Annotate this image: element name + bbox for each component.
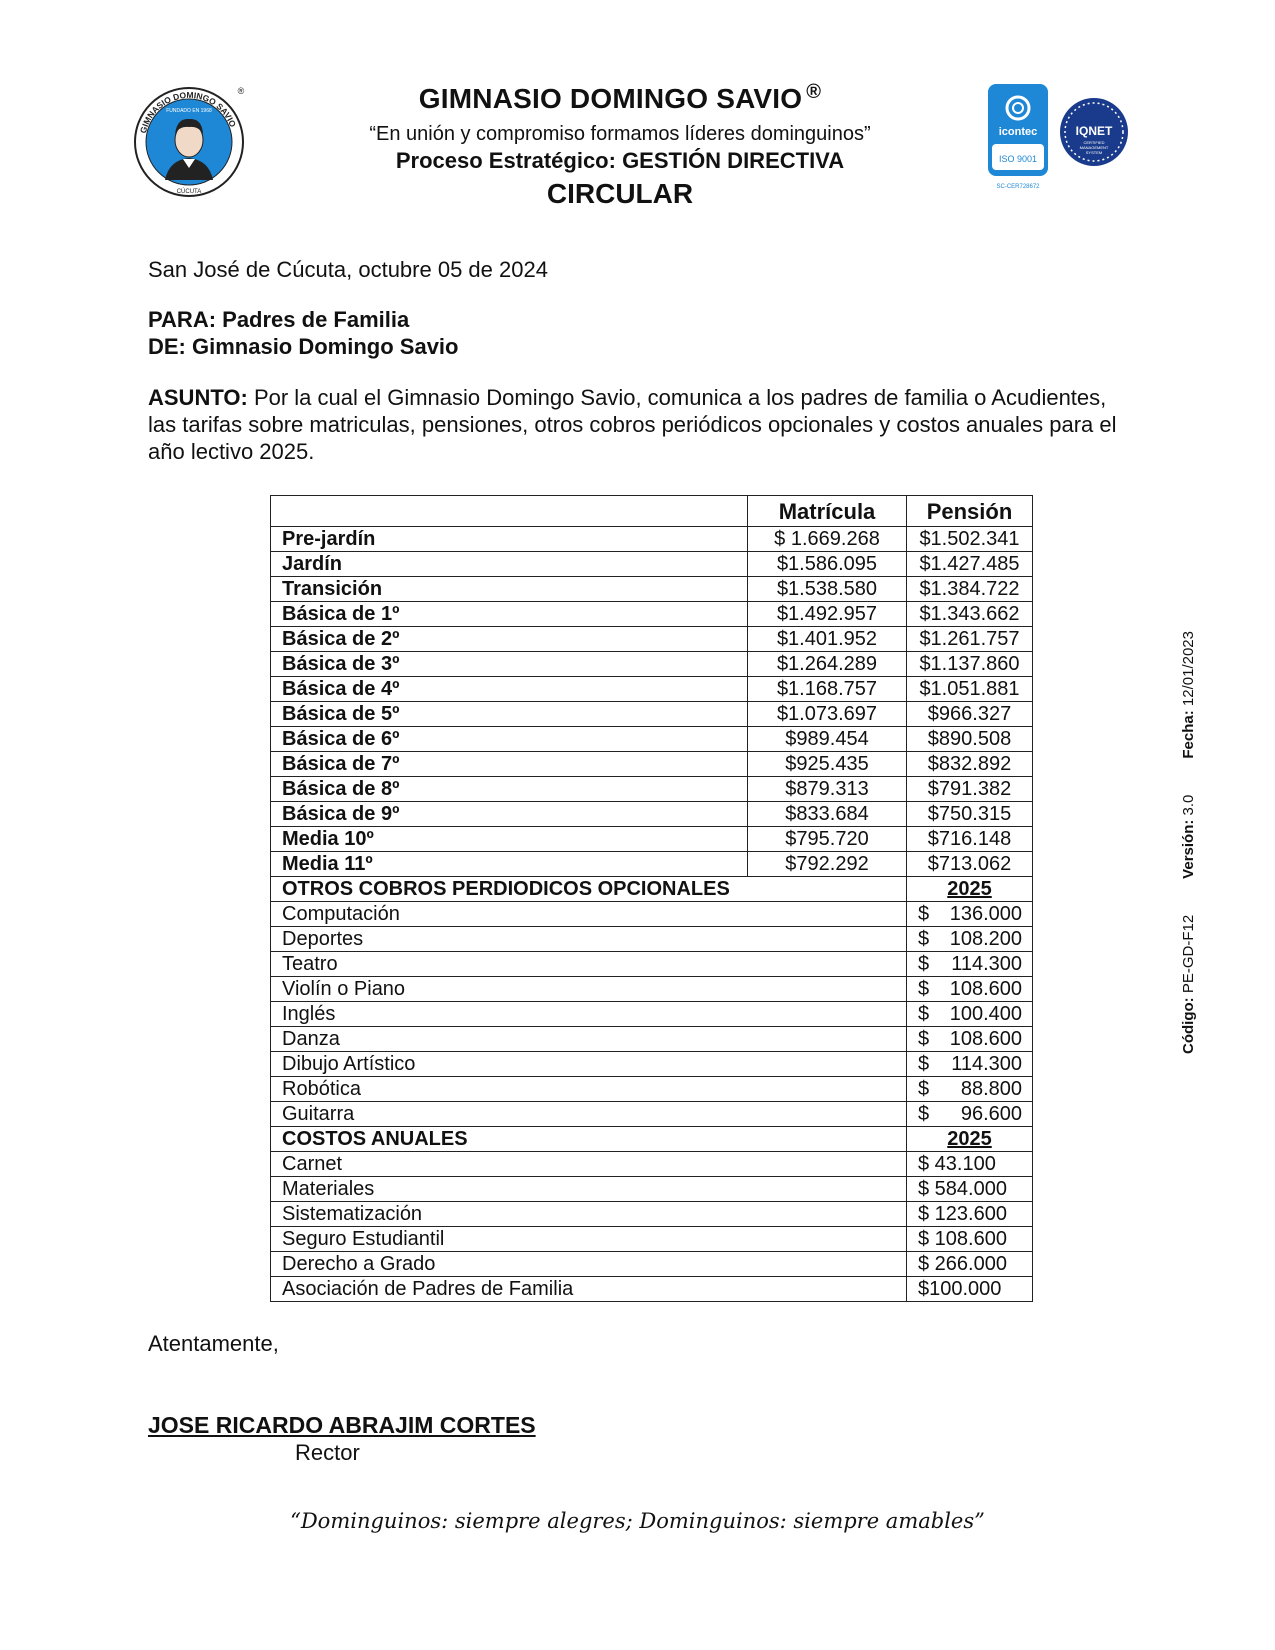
process-title: Proceso Estratégico: GESTIÓN DIRECTIVA bbox=[395, 148, 845, 173]
price-amount: 96.600 bbox=[960, 1102, 1022, 1125]
price-amount: 108.600 bbox=[949, 977, 1022, 1000]
school-motto: “En unión y compromiso formamos líderes dominguinos” bbox=[369, 123, 871, 145]
annual-item-name: Materiales bbox=[271, 1177, 907, 1202]
currency-symbol: $ bbox=[918, 1052, 930, 1075]
pension-value: $750.315 bbox=[907, 802, 1033, 827]
closing-text: Atentamente, bbox=[148, 1331, 279, 1356]
pension-value: $966.327 bbox=[907, 702, 1033, 727]
matricula-value: $879.313 bbox=[748, 777, 907, 802]
annual-section-year: 2025 bbox=[907, 1127, 1033, 1152]
optional-section-header bbox=[271, 877, 1033, 902]
header-empty-cell bbox=[271, 496, 748, 527]
optional-item-price bbox=[907, 1077, 1033, 1102]
price-amount: 88.800 bbox=[960, 1077, 1022, 1100]
table-row bbox=[271, 952, 1033, 977]
grade-level: Básica de 6º bbox=[271, 727, 748, 752]
price-amount: 100.400 bbox=[949, 1002, 1022, 1025]
grade-level: Básica de 9º bbox=[271, 802, 748, 827]
optional-item-price bbox=[907, 1027, 1033, 1052]
optional-item-name: Inglés bbox=[271, 1002, 907, 1027]
matricula-value: $792.292 bbox=[748, 852, 907, 877]
optional-item-name: Guitarra bbox=[271, 1102, 907, 1127]
pension-value: $1.137.860 bbox=[907, 652, 1033, 677]
svg-text:IQNET: IQNET bbox=[1075, 124, 1113, 138]
pension-value: $890.508 bbox=[907, 727, 1033, 752]
matricula-value: $ 1.669.268 bbox=[748, 527, 907, 552]
table-row bbox=[271, 727, 1033, 752]
currency-symbol: $ bbox=[918, 977, 930, 1000]
optional-section-title: OTROS COBROS PERDIODICOS OPCIONALES bbox=[271, 877, 907, 902]
table-row bbox=[271, 777, 1033, 802]
pension-value: $1.261.757 bbox=[907, 627, 1033, 652]
matricula-value: $989.454 bbox=[748, 727, 907, 752]
code-value: PE-GD-F12 bbox=[1180, 914, 1197, 998]
grade-level: Media 11º bbox=[271, 852, 748, 877]
optional-item-price bbox=[907, 927, 1033, 952]
optional-item-price bbox=[907, 902, 1033, 927]
icontec-logo bbox=[988, 84, 1048, 190]
optional-item-name: Teatro bbox=[271, 952, 907, 977]
annual-item-price: $ 584.000 bbox=[907, 1177, 1033, 1202]
pension-value: $716.148 bbox=[907, 827, 1033, 852]
column-header-pension: Pensión bbox=[907, 496, 1033, 527]
table-row bbox=[271, 1277, 1033, 1302]
table-row bbox=[271, 652, 1033, 677]
code-label: Código: bbox=[1180, 997, 1197, 1054]
pension-value: $713.062 bbox=[907, 852, 1033, 877]
currency-symbol: $ bbox=[918, 927, 930, 950]
iqnet-logo bbox=[1060, 98, 1128, 166]
matricula-value: $1.264.289 bbox=[748, 652, 907, 677]
table-row bbox=[271, 602, 1033, 627]
table-row bbox=[271, 677, 1033, 702]
matricula-value: $1.401.952 bbox=[748, 627, 907, 652]
grade-level: Jardín bbox=[271, 552, 748, 577]
svg-text:icontec: icontec bbox=[998, 126, 1038, 138]
svg-text:SYSTEM: SYSTEM bbox=[1085, 150, 1103, 155]
table-row bbox=[271, 577, 1033, 602]
version-label: Versión: bbox=[1180, 819, 1197, 879]
optional-item-name: Dibujo Artístico bbox=[271, 1052, 907, 1077]
optional-item-name: Violín o Piano bbox=[271, 977, 907, 1002]
fees-table bbox=[270, 495, 1033, 1302]
matricula-value: $833.684 bbox=[748, 802, 907, 827]
letterhead bbox=[340, 72, 900, 213]
pension-value: $1.384.722 bbox=[907, 577, 1033, 602]
annual-item-name: Sistematización bbox=[271, 1202, 907, 1227]
grade-level: Básica de 5º bbox=[271, 702, 748, 727]
pension-value: $1.427.485 bbox=[907, 552, 1033, 577]
optional-item-price bbox=[907, 1102, 1033, 1127]
annual-item-name: Seguro Estudiantil bbox=[271, 1227, 907, 1252]
table-row bbox=[271, 552, 1033, 577]
annual-item-price: $ 108.600 bbox=[907, 1227, 1033, 1252]
svg-text:GIMNASIO DOMINGO SAVIO: GIMNASIO DOMINGO SAVIO bbox=[137, 89, 239, 135]
annual-item-name: Derecho a Grado bbox=[271, 1252, 907, 1277]
table-row bbox=[271, 1102, 1033, 1127]
table-row bbox=[271, 752, 1033, 777]
price-amount: 114.300 bbox=[951, 952, 1022, 975]
currency-symbol: $ bbox=[918, 1102, 930, 1125]
document-control-code bbox=[1180, 631, 1197, 1054]
optional-item-price bbox=[907, 1052, 1033, 1077]
svg-text:ISO 9001: ISO 9001 bbox=[998, 154, 1038, 164]
certification-logos bbox=[988, 82, 1130, 200]
subject-label: ASUNTO: bbox=[148, 385, 248, 410]
table-row bbox=[271, 1177, 1033, 1202]
annual-section-header bbox=[271, 1127, 1033, 1152]
pension-value: $1.343.662 bbox=[907, 602, 1033, 627]
annual-item-price: $100.000 bbox=[907, 1277, 1033, 1302]
table-row bbox=[271, 702, 1033, 727]
table-row bbox=[271, 1227, 1033, 1252]
table-row bbox=[271, 927, 1033, 952]
grade-level: Básica de 3º bbox=[271, 652, 748, 677]
matricula-value: $795.720 bbox=[748, 827, 907, 852]
table-row bbox=[271, 1002, 1033, 1027]
price-amount: 136.000 bbox=[949, 902, 1022, 925]
svg-text:FUNDADO EN 1968: FUNDADO EN 1968 bbox=[166, 108, 212, 114]
optional-item-name: Danza bbox=[271, 1027, 907, 1052]
table-row bbox=[271, 1077, 1033, 1102]
letter-sender: DE: Gimnasio Domingo Savio bbox=[148, 334, 459, 359]
grade-level: Básica de 1º bbox=[271, 602, 748, 627]
optional-item-name: Computación bbox=[271, 902, 907, 927]
signer-role: Rector bbox=[295, 1440, 360, 1465]
matricula-value: $1.168.757 bbox=[748, 677, 907, 702]
document-type: CIRCULAR bbox=[546, 178, 694, 209]
optional-item-price bbox=[907, 977, 1033, 1002]
grade-level: Básica de 4º bbox=[271, 677, 748, 702]
price-amount: 108.600 bbox=[949, 1027, 1022, 1050]
table-row bbox=[271, 1152, 1033, 1177]
table-row bbox=[271, 977, 1033, 1002]
column-header-matricula: Matrícula bbox=[748, 496, 907, 527]
letter-recipient: PARA: Padres de Familia bbox=[148, 307, 410, 332]
currency-symbol: $ bbox=[918, 1027, 930, 1050]
table-row bbox=[271, 527, 1033, 552]
matricula-value: $1.586.095 bbox=[748, 552, 907, 577]
price-amount: 108.200 bbox=[949, 927, 1022, 950]
matricula-value: $925.435 bbox=[748, 752, 907, 777]
pension-value: $1.051.881 bbox=[907, 677, 1033, 702]
annual-item-name: Asociación de Padres de Familia bbox=[271, 1277, 907, 1302]
matricula-value: $1.538.580 bbox=[748, 577, 907, 602]
matricula-value: $1.492.957 bbox=[748, 602, 907, 627]
table-row bbox=[271, 1252, 1033, 1277]
version-value: 3.0 bbox=[1180, 794, 1197, 820]
date-value: 12/01/2023 bbox=[1180, 631, 1197, 711]
table-row bbox=[271, 852, 1033, 877]
pension-value: $1.502.341 bbox=[907, 527, 1033, 552]
table-row bbox=[271, 802, 1033, 827]
grade-level: Transición bbox=[271, 577, 748, 602]
svg-text:MANAGEMENT: MANAGEMENT bbox=[1079, 145, 1109, 150]
grade-level: Básica de 8º bbox=[271, 777, 748, 802]
letter-date: San José de Cúcuta, octubre 05 de 2024 bbox=[148, 257, 548, 282]
annual-section-title: COSTOS ANUALES bbox=[271, 1127, 907, 1152]
date-label: Fecha: bbox=[1180, 710, 1197, 759]
school-seal-logo bbox=[133, 82, 251, 200]
school-name: GIMNASIO DOMINGO SAVIO ® bbox=[418, 81, 822, 114]
table-row bbox=[271, 827, 1033, 852]
registered-mark: ® bbox=[806, 81, 822, 103]
grade-level: Básica de 7º bbox=[271, 752, 748, 777]
currency-symbol: $ bbox=[918, 952, 930, 975]
pension-value: $791.382 bbox=[907, 777, 1033, 802]
annual-item-price: $ 123.600 bbox=[907, 1202, 1033, 1227]
letter-subject bbox=[148, 384, 1133, 465]
table-row bbox=[271, 902, 1033, 927]
signer-name: JOSE RICARDO ABRAJIM CORTES bbox=[148, 1412, 536, 1438]
price-amount: 114.300 bbox=[951, 1052, 1022, 1075]
annual-item-price: $ 266.000 bbox=[907, 1252, 1033, 1277]
grade-level: Pre-jardín bbox=[271, 527, 748, 552]
table-row bbox=[271, 1027, 1033, 1052]
table-row bbox=[271, 627, 1033, 652]
annual-item-name: Carnet bbox=[271, 1152, 907, 1177]
optional-item-name: Robótica bbox=[271, 1077, 907, 1102]
table-row bbox=[271, 1202, 1033, 1227]
annual-item-price: $ 43.100 bbox=[907, 1152, 1033, 1177]
table-row bbox=[271, 1052, 1033, 1077]
currency-symbol: $ bbox=[918, 902, 930, 925]
optional-item-name: Deportes bbox=[271, 927, 907, 952]
footer-motto: “Dominguinos: siempre alegres; Dominguinos: siempre amables” bbox=[290, 1509, 985, 1533]
currency-symbol: $ bbox=[918, 1002, 930, 1025]
optional-item-price bbox=[907, 1002, 1033, 1027]
pension-value: $832.892 bbox=[907, 752, 1033, 777]
svg-text:SC-CER728672: SC-CER728672 bbox=[996, 184, 1040, 190]
grade-level: Media 10º bbox=[271, 827, 748, 852]
table-header-row bbox=[271, 496, 1033, 527]
matricula-value: $1.073.697 bbox=[748, 702, 907, 727]
optional-section-year: 2025 bbox=[907, 877, 1033, 902]
optional-item-price bbox=[907, 952, 1033, 977]
svg-text:CERTIFIED: CERTIFIED bbox=[1083, 140, 1105, 145]
svg-text:®: ® bbox=[237, 86, 245, 96]
grade-level: Básica de 2º bbox=[271, 627, 748, 652]
currency-symbol: $ bbox=[918, 1077, 930, 1100]
subject-text: Por la cual el Gimnasio Domingo Savio, comunica a los padres de familia o Acudientes, las tarifas sobre matriculas, pensiones, otros cobros periódicos opcionales y costos anuales para el año lectivo 2025. bbox=[148, 385, 1117, 464]
svg-text:CÚCUTA: CÚCUTA bbox=[176, 189, 202, 195]
